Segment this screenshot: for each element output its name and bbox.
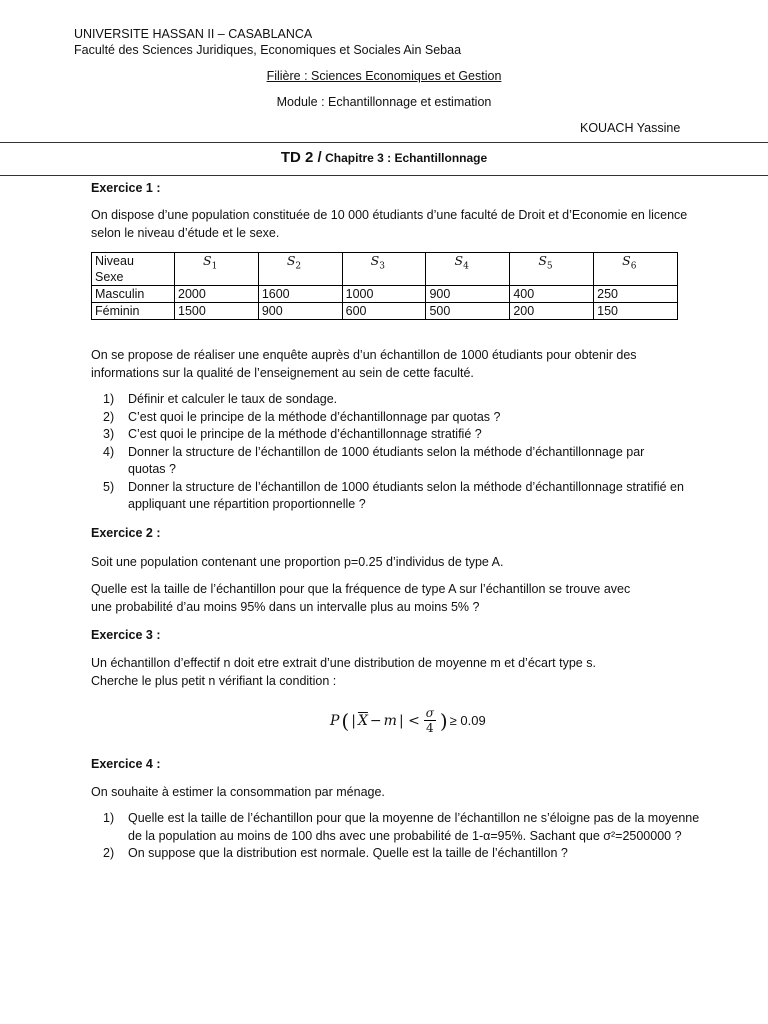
list-item: 3) C’est quoi le principe de la méthode d’échantillonnage stratifié ? — [103, 427, 482, 441]
table-cell: 1000 — [342, 286, 426, 303]
author-name: KOUACH Yassine — [580, 121, 681, 135]
table-cell: 1600 — [258, 286, 342, 303]
faculty-name: Faculté des Sciences Juridiques, Economiques et Sociales Ain Sebaa — [74, 43, 462, 57]
row-label-feminin: Féminin — [92, 303, 175, 320]
table-cell: 250 — [594, 286, 678, 303]
table-cell: 200 — [510, 303, 594, 320]
table-row — [92, 303, 678, 320]
list-item: 2) On suppose que la distribution est normale. Quelle est la taille de l’échantillon ? — [103, 846, 568, 860]
exercise-1-intro: On dispose d’une population constituée de 10 000 étudiants d’une faculté de Droit et d’Economie en licence selon le niveau d’étude et le sexe. — [91, 208, 688, 240]
exercise-2-line-2: Quelle est la taille de l’échantillon pour que la fréquence de type A sur l’échantillon se trouve avec — [91, 582, 631, 596]
column-header-s1: $S_1$ — [175, 253, 259, 286]
corner-top-label: Niveau — [95, 254, 134, 268]
column-header-s5: $S_5$ — [510, 253, 594, 286]
document-title — [0, 149, 768, 166]
table-header-row — [92, 253, 678, 286]
corner-bottom-label: Sexe — [95, 270, 124, 284]
list-item: 1) Quelle est la taille de l’échantillon pour que la moyenne de l’échantillon ne s’éloigne pas de la moyenne de la population au moins de 100 dhs avec une probabilité de 1-α=95%. Sachant que σ²=2500000 ? — [103, 811, 700, 843]
column-header-s3: $S_3$ — [342, 253, 426, 286]
column-header-s2: $S_2$ — [258, 253, 342, 286]
filiere-label: Filière : Sciences Economiques et Gestion — [266, 69, 502, 83]
exercise-4-questions — [91, 810, 711, 863]
table-cell: 900 — [426, 286, 510, 303]
list-item: 5) Donner la structure de l’échantillon de 1000 étudiants selon la méthode d’échantillonnage stratifié en appliquant une répartition proportionnelle ? — [103, 479, 684, 511]
exercise-2-heading: Exercice 2 : — [91, 526, 161, 540]
exercise-1-questions — [91, 391, 711, 514]
table-cell: 900 — [258, 303, 342, 320]
header-divider-top — [0, 142, 768, 143]
exercise-4-heading: Exercice 4 : — [91, 757, 161, 771]
exercise-2-line-3: une probabilité d’au moins 95% dans un intervalle plus au moins 5% ? — [91, 600, 480, 614]
table-cell: 400 — [510, 286, 594, 303]
table-cell: 600 — [342, 303, 426, 320]
list-item: 2) C’est quoi le principe de la méthode d’échantillonnage par quotas ? — [103, 409, 501, 424]
table-cell: 150 — [594, 303, 678, 320]
exercise-3-line-2: Cherche le plus petit n vérifiant la condition : — [91, 674, 337, 688]
column-header-s6: $S_6$ — [594, 253, 678, 286]
table-corner-cell — [92, 253, 175, 286]
exercise-1-context: On se propose de réaliser une enquête auprès d’un échantillon de 1000 étudiants pour obtenir des informations sur la qualité de l’enseignement au sein de cette faculté. — [91, 348, 637, 380]
module-label: Module : Echantillonnage et estimation — [276, 95, 492, 109]
population-table — [91, 252, 678, 320]
probability-formula: P ( | $\overline{X}$ − m | < $\frac{\sigma}{4}$ ) ≥ 0.09 — [330, 706, 486, 735]
row-label-masculin: Masculin — [92, 286, 175, 303]
table-row — [92, 286, 678, 303]
exercise-4-intro: On souhaite à estimer la consommation par ménage. — [91, 785, 385, 799]
list-item: 4) Donner la structure de l’échantillon de 1000 étudiants selon la méthode d’échantillonnage par quotas ? — [103, 444, 645, 476]
chapter-label: Chapitre 3 : Echantillonnage — [325, 151, 488, 165]
table-cell: 500 — [426, 303, 510, 320]
list-item: 1) Définir et calculer le taux de sondage. — [103, 392, 338, 406]
header-divider-bottom — [0, 175, 768, 176]
sigma-fraction: $\frac{\sigma}{4}$ — [425, 706, 434, 735]
exercise-1-heading: Exercice 1 : — [91, 181, 161, 195]
exercise-2-line-1: Soit une population contenant une proportion p=0.25 d’individus de type A. — [91, 555, 504, 569]
table-cell: 2000 — [175, 286, 259, 303]
table-cell: 1500 — [175, 303, 259, 320]
td-label: TD 2 / — [280, 149, 322, 166]
exercise-3-line-1: Un échantillon d’effectif n doit etre extrait d’une distribution de moyenne m et d’écart type s. — [91, 656, 596, 670]
exercise-3-heading: Exercice 3 : — [91, 628, 161, 642]
university-name: UNIVERSITE HASSAN II – CASABLANCA — [74, 27, 313, 41]
column-header-s4: $S_4$ — [426, 253, 510, 286]
